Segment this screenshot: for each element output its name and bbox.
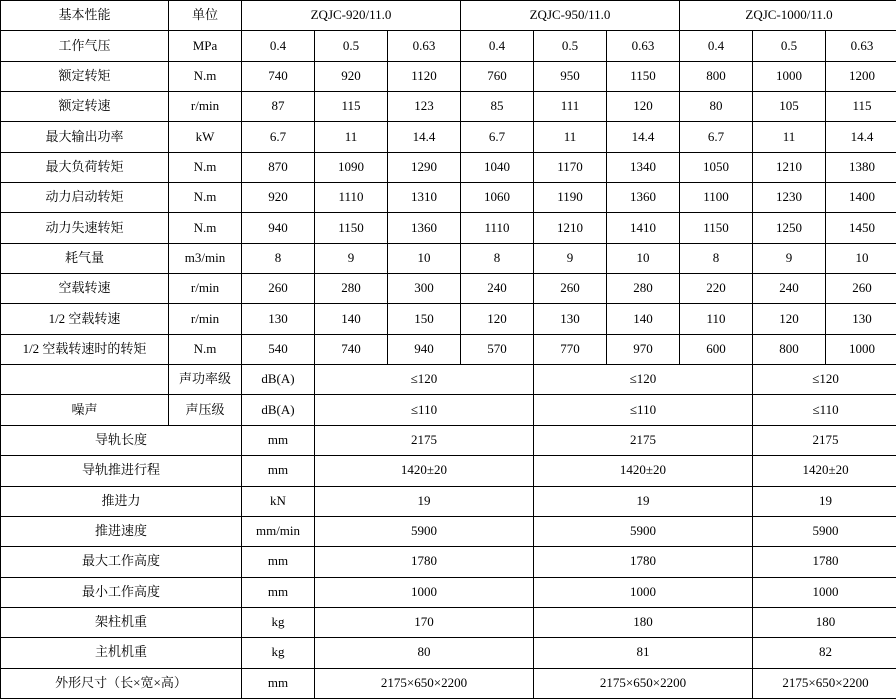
table-header-row [1, 1, 896, 31]
row-value: 1110 [461, 213, 534, 243]
row-value: 0.4 [461, 31, 534, 61]
noise-value: ≤110 [315, 395, 534, 425]
row-value: 1780 [315, 547, 534, 577]
noise-value: ≤120 [534, 365, 753, 395]
row-value: 800 [753, 334, 826, 364]
row-value: 0.63 [607, 31, 680, 61]
row-value: 1250 [753, 213, 826, 243]
row-value: 130 [242, 304, 315, 334]
row-value: 120 [461, 304, 534, 334]
row-value: 8 [461, 243, 534, 273]
table-row [1, 486, 896, 516]
row-unit: kg [242, 638, 315, 668]
noise-sub-label: 声功率级 [169, 365, 242, 395]
row-value: 9 [315, 243, 388, 273]
row-value: 1290 [388, 152, 461, 182]
table-row [1, 668, 896, 698]
row-value: 120 [753, 304, 826, 334]
row-label: 架柱机重 [1, 607, 242, 637]
noise-value: ≤120 [753, 365, 896, 395]
row-value: 240 [753, 274, 826, 304]
row-value: 770 [534, 334, 607, 364]
row-unit: N.m [169, 334, 242, 364]
row-value: 0.5 [753, 31, 826, 61]
row-unit: r/min [169, 274, 242, 304]
table-row [1, 516, 896, 546]
row-value: 1150 [680, 213, 753, 243]
row-value: 105 [753, 92, 826, 122]
row-label: 额定转矩 [1, 61, 169, 91]
row-value: 920 [315, 61, 388, 91]
row-value: 1100 [680, 183, 753, 213]
header-model-2: ZQJC-950/11.0 [461, 1, 680, 31]
row-value: 10 [388, 243, 461, 273]
row-value: 280 [315, 274, 388, 304]
row-unit: m3/min [169, 243, 242, 273]
row-value: 1210 [753, 152, 826, 182]
row-value: 2175×650×2200 [753, 668, 896, 698]
row-label: 耗气量 [1, 243, 169, 273]
row-value: 220 [680, 274, 753, 304]
row-value: 14.4 [388, 122, 461, 152]
table-row [1, 243, 896, 273]
header-model-3: ZQJC-1000/11.0 [680, 1, 896, 31]
row-value: 870 [242, 152, 315, 182]
row-value: 0.63 [388, 31, 461, 61]
row-value: 2175 [753, 425, 896, 455]
row-value: 0.4 [680, 31, 753, 61]
row-value: 920 [242, 183, 315, 213]
table-row [1, 31, 896, 61]
row-value: 140 [315, 304, 388, 334]
table-row [1, 638, 896, 668]
table-row [1, 92, 896, 122]
row-value: 80 [315, 638, 534, 668]
row-value: 11 [315, 122, 388, 152]
row-value: 1310 [388, 183, 461, 213]
table-row [1, 152, 896, 182]
row-value: 1420±20 [315, 456, 534, 486]
row-unit: kW [169, 122, 242, 152]
row-label: 主机机重 [1, 638, 242, 668]
table-row [1, 456, 896, 486]
noise-group-spacer [1, 365, 169, 395]
table-row-noise [1, 395, 896, 425]
row-value: 760 [461, 61, 534, 91]
table-row [1, 577, 896, 607]
row-value: 130 [534, 304, 607, 334]
row-value: 1420±20 [753, 456, 896, 486]
row-unit: mm [242, 456, 315, 486]
row-value: 10 [607, 243, 680, 273]
row-value: 82 [753, 638, 896, 668]
noise-unit: dB(A) [242, 365, 315, 395]
row-value: 140 [607, 304, 680, 334]
row-value: 1000 [753, 577, 896, 607]
row-unit: mm [242, 425, 315, 455]
row-value: 950 [534, 61, 607, 91]
row-label: 工作气压 [1, 31, 169, 61]
row-unit: N.m [169, 213, 242, 243]
row-unit: mm [242, 668, 315, 698]
row-label: 最大输出功率 [1, 122, 169, 152]
row-value: 123 [388, 92, 461, 122]
row-value: 5900 [315, 516, 534, 546]
row-label: 推进速度 [1, 516, 242, 546]
row-value: 1780 [534, 547, 753, 577]
header-model-1: ZQJC-920/11.0 [242, 1, 461, 31]
table-row [1, 425, 896, 455]
row-value: 81 [534, 638, 753, 668]
noise-unit: dB(A) [242, 395, 315, 425]
row-label: 最大负荷转矩 [1, 152, 169, 182]
row-value: 1040 [461, 152, 534, 182]
header-unit-label: 单位 [169, 1, 242, 31]
header-param-label: 基本性能 [1, 1, 169, 31]
row-value: 260 [826, 274, 896, 304]
row-unit: N.m [169, 61, 242, 91]
row-value: 940 [242, 213, 315, 243]
row-value: 0.5 [534, 31, 607, 61]
table-row [1, 183, 896, 213]
row-value: 14.4 [607, 122, 680, 152]
row-value: 1230 [753, 183, 826, 213]
table-row [1, 334, 896, 364]
row-value: 1340 [607, 152, 680, 182]
row-value: 11 [534, 122, 607, 152]
row-value: 150 [388, 304, 461, 334]
row-value: 170 [315, 607, 534, 637]
row-value: 740 [242, 61, 315, 91]
row-value: 600 [680, 334, 753, 364]
row-label: 最大工作高度 [1, 547, 242, 577]
row-value: 800 [680, 61, 753, 91]
row-value: 260 [534, 274, 607, 304]
table-row [1, 607, 896, 637]
row-label: 空载转速 [1, 274, 169, 304]
row-value: 1060 [461, 183, 534, 213]
row-value: 1090 [315, 152, 388, 182]
noise-group-label: 噪声 [1, 395, 169, 425]
row-value: 1210 [534, 213, 607, 243]
row-value: 1190 [534, 183, 607, 213]
row-value: 1050 [680, 152, 753, 182]
row-value: 180 [534, 607, 753, 637]
row-value: 80 [680, 92, 753, 122]
row-value: 1000 [826, 334, 896, 364]
row-value: 1360 [607, 183, 680, 213]
row-value: 115 [315, 92, 388, 122]
row-value: 111 [534, 92, 607, 122]
noise-value: ≤120 [315, 365, 534, 395]
row-value: 1200 [826, 61, 896, 91]
row-value: 180 [753, 607, 896, 637]
row-value: 11 [753, 122, 826, 152]
row-value: 540 [242, 334, 315, 364]
row-value: 1450 [826, 213, 896, 243]
row-value: 5900 [753, 516, 896, 546]
table-row-noise [1, 365, 896, 395]
row-value: 85 [461, 92, 534, 122]
row-value: 6.7 [680, 122, 753, 152]
row-value: 1150 [315, 213, 388, 243]
row-value: 1150 [607, 61, 680, 91]
row-value: 9 [753, 243, 826, 273]
row-value: 1400 [826, 183, 896, 213]
row-label: 外形尺寸（长×宽×高） [1, 668, 242, 698]
row-value: 1000 [315, 577, 534, 607]
row-unit: MPa [169, 31, 242, 61]
row-value: 260 [242, 274, 315, 304]
table-row [1, 304, 896, 334]
table-row [1, 213, 896, 243]
row-label: 1/2 空载转速 [1, 304, 169, 334]
row-value: 2175 [534, 425, 753, 455]
row-label: 额定转速 [1, 92, 169, 122]
row-value: 0.5 [315, 31, 388, 61]
row-value: 970 [607, 334, 680, 364]
row-unit: r/min [169, 304, 242, 334]
row-unit: N.m [169, 152, 242, 182]
row-value: 10 [826, 243, 896, 273]
row-value: 115 [826, 92, 896, 122]
row-value: 2175×650×2200 [534, 668, 753, 698]
row-value: 120 [607, 92, 680, 122]
row-value: 280 [607, 274, 680, 304]
table-row [1, 122, 896, 152]
row-value: 1380 [826, 152, 896, 182]
row-value: 1120 [388, 61, 461, 91]
row-unit: mm [242, 547, 315, 577]
row-label: 动力失速转矩 [1, 213, 169, 243]
row-value: 1780 [753, 547, 896, 577]
row-value: 14.4 [826, 122, 896, 152]
noise-value: ≤110 [753, 395, 896, 425]
row-label: 动力启动转矩 [1, 183, 169, 213]
row-value: 87 [242, 92, 315, 122]
row-unit: r/min [169, 92, 242, 122]
row-value: 1170 [534, 152, 607, 182]
row-value: 5900 [534, 516, 753, 546]
row-label: 导轨长度 [1, 425, 242, 455]
row-value: 240 [461, 274, 534, 304]
row-label: 导轨推进行程 [1, 456, 242, 486]
row-value: 8 [242, 243, 315, 273]
row-label: 1/2 空载转速时的转矩 [1, 334, 169, 364]
row-value: 1420±20 [534, 456, 753, 486]
row-value: 570 [461, 334, 534, 364]
table-row [1, 61, 896, 91]
row-label: 推进力 [1, 486, 242, 516]
row-unit: kN [242, 486, 315, 516]
row-value: 740 [315, 334, 388, 364]
row-value: 0.63 [826, 31, 896, 61]
row-value: 1000 [534, 577, 753, 607]
row-value: 19 [753, 486, 896, 516]
row-value: 6.7 [461, 122, 534, 152]
row-value: 1360 [388, 213, 461, 243]
row-unit: N.m [169, 183, 242, 213]
row-value: 300 [388, 274, 461, 304]
row-unit: kg [242, 607, 315, 637]
row-value: 130 [826, 304, 896, 334]
row-value: 0.4 [242, 31, 315, 61]
row-unit: mm/min [242, 516, 315, 546]
table-row [1, 547, 896, 577]
row-value: 9 [534, 243, 607, 273]
row-value: 19 [534, 486, 753, 516]
row-value: 940 [388, 334, 461, 364]
row-value: 2175×650×2200 [315, 668, 534, 698]
noise-sub-label: 声压级 [169, 395, 242, 425]
row-label: 最小工作高度 [1, 577, 242, 607]
noise-value: ≤110 [534, 395, 753, 425]
table-row [1, 274, 896, 304]
row-value: 19 [315, 486, 534, 516]
row-value: 6.7 [242, 122, 315, 152]
row-value: 8 [680, 243, 753, 273]
row-value: 110 [680, 304, 753, 334]
row-unit: mm [242, 577, 315, 607]
row-value: 1110 [315, 183, 388, 213]
row-value: 1000 [753, 61, 826, 91]
row-value: 2175 [315, 425, 534, 455]
row-value: 1410 [607, 213, 680, 243]
